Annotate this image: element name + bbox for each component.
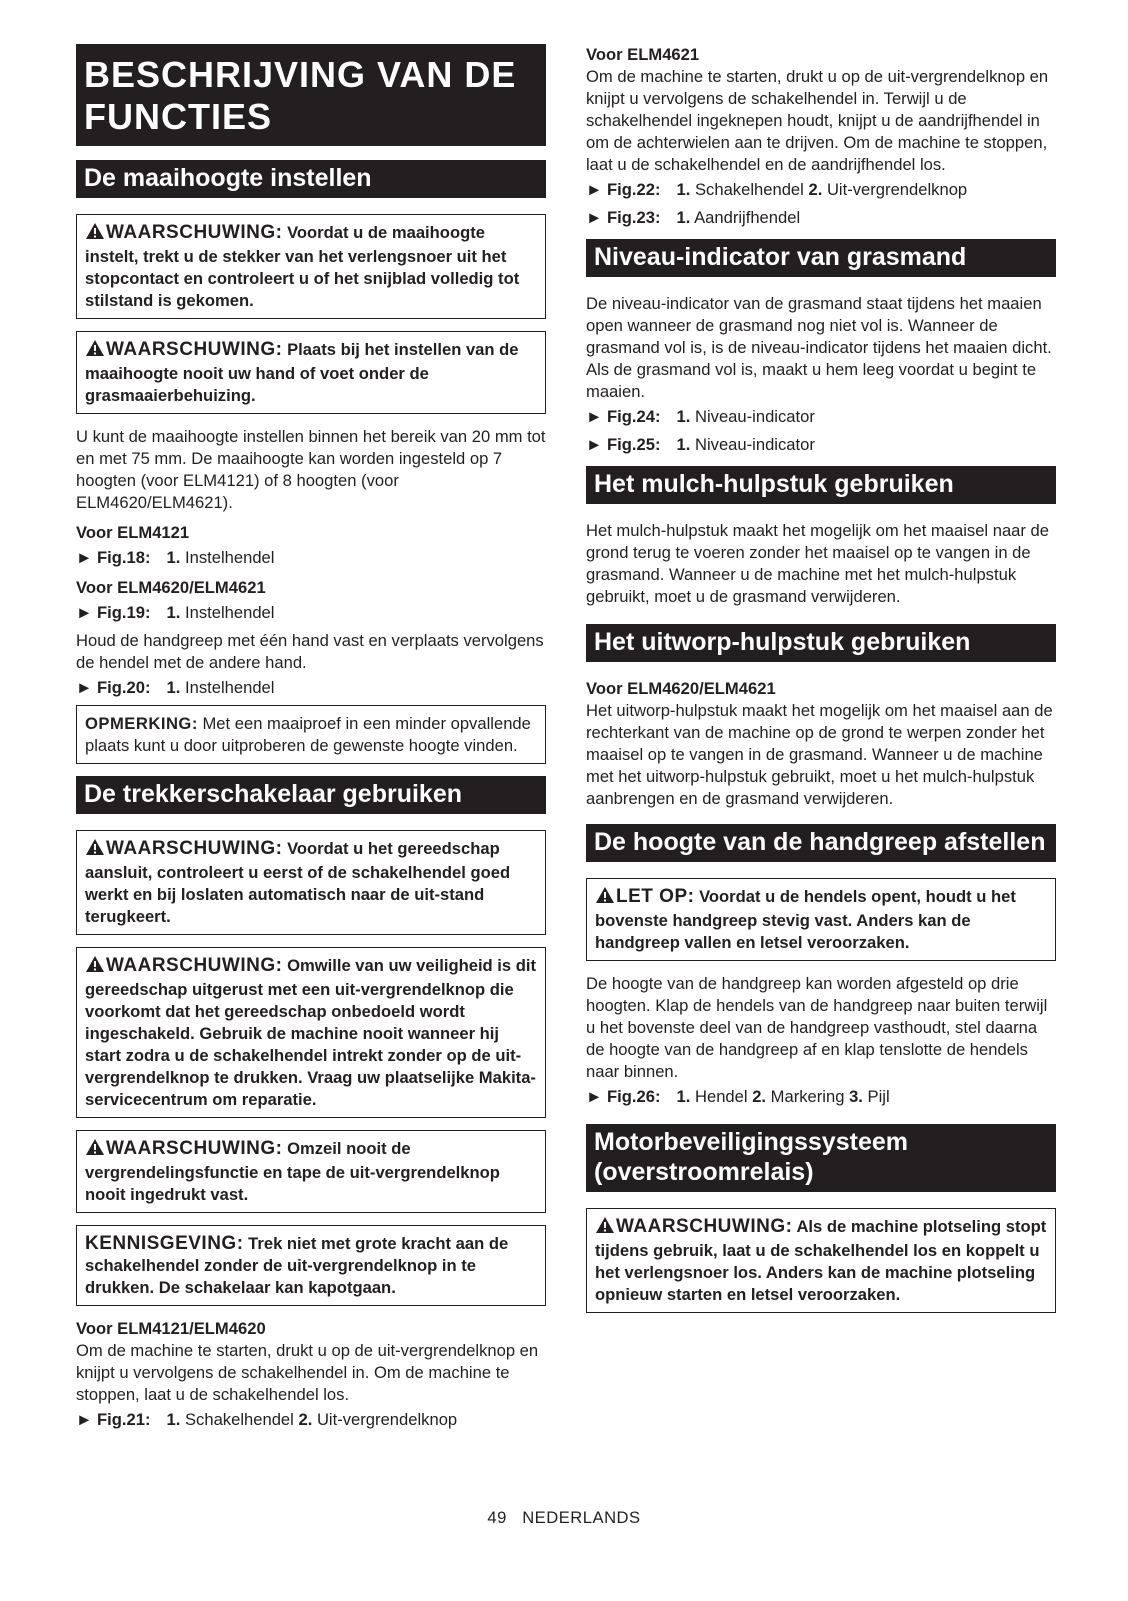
paragraph: De hoogte van de handgreep kan worden afgesteld op drie hoogten. Klap de hendels van de handgreep naar buiten terwijl u het bovenste deel van de handgreep vasthoudt, stel daarna de hoogte van de handgreep af en klap tenslotte de hendels naar binnen. bbox=[586, 974, 1048, 1081]
warning-label: WAARSCHUWING: bbox=[106, 955, 283, 976]
section-title-side-discharge: Het uitworp-hulpstuk gebruiken bbox=[586, 624, 1056, 662]
item-text: Instelhendel bbox=[184, 548, 275, 567]
item-number: 1. bbox=[676, 407, 691, 426]
warning-label: WAARSCHUWING: bbox=[106, 1138, 283, 1159]
figure-reference bbox=[586, 434, 1056, 456]
section-title-mulch: Het mulch-hulpstuk gebruiken bbox=[586, 466, 1056, 504]
figure-reference bbox=[586, 179, 1056, 201]
item-number: 1. bbox=[676, 1087, 691, 1106]
note-text: Met een maaiproef in een minder opvallende plaats kunt u door uitproberen de gewenste hoogte vinden. bbox=[85, 714, 531, 755]
item-text: Uit-vergrendelknop bbox=[826, 180, 968, 199]
warning-triangle-icon bbox=[595, 886, 615, 910]
warning-text: Omwille van uw veiligheid is dit gereedschap uitgerust met een uit-vergrendelknop die voorkomt dat het gereedschap onbedoeld wordt ingeschakeld. Gebruik de machine nooit wanneer hij start zodra u de schakelhendel intrekt zonder op de uit-vergrendelknop te drukken. Vraag uw plaatselijke Makita-servicecentrum om reparatie. bbox=[85, 956, 537, 1109]
figure-label: ► Fig.24: bbox=[586, 407, 661, 426]
section-title-motor-protection: Motorbeveiligingssysteem (overstroomrelais) bbox=[586, 1124, 1056, 1192]
notice-text: Trek niet met grote kracht aan de schakelhendel zonder de uit-vergrendelknop in te drukken. De schakelaar kan kapotgaan. bbox=[85, 1234, 509, 1297]
paragraph: Het mulch-hulpstuk maakt het mogelijk om het maaisel naar de grond terug te voeren zonder het maaisel op te vangen in de grasmand. Wanneer u de machine met het mulch-hulpstuk gebruikt, moet u de grasmand verwijderen. bbox=[586, 521, 1049, 606]
paragraph: De niveau-indicator van de grasmand staat tijdens het maaien open wanneer de grasmand nog niet vol is. Wanneer de grasmand vol is, is de niveau-indicator tijdens het maaien dicht. Als de grasmand vol is, maakt u hem leeg voordat u begint te maaien. bbox=[586, 294, 1052, 401]
item-number: 1. bbox=[166, 603, 181, 622]
item-number: 2. bbox=[298, 1410, 313, 1429]
warning-label: WAARSCHUWING: bbox=[106, 838, 283, 859]
warning-triangle-icon bbox=[85, 838, 105, 862]
warning-triangle-icon bbox=[85, 339, 105, 363]
figure-label: ► Fig.20: bbox=[76, 678, 151, 697]
page-number: 49 bbox=[487, 1508, 507, 1527]
warning-triangle-icon bbox=[85, 955, 105, 979]
model-subheading: Voor ELM4621 bbox=[586, 45, 700, 64]
item-text: Aandrijfhendel bbox=[694, 208, 801, 227]
item-text: Instelhendel bbox=[184, 678, 275, 697]
item-text: Pijl bbox=[867, 1087, 890, 1106]
notice-box bbox=[76, 1225, 546, 1306]
warning-text: Voordat u het gereedschap aansluit, controleert u eerst of de schakelhendel goed werkt en bij loslaten automatisch naar de uit-stand terugkeert. bbox=[85, 839, 511, 926]
warning-box bbox=[76, 214, 546, 319]
figure-reference bbox=[586, 1086, 1056, 1108]
item-text: Hendel bbox=[694, 1087, 748, 1106]
item-text: Markering bbox=[770, 1087, 845, 1106]
warning-box bbox=[76, 830, 546, 935]
figure-label: ► Fig.21: bbox=[76, 1410, 151, 1429]
warning-text: Voordat u de maaihoogte instelt, trekt u de stekker van het verlengsnoer uit het stopcontact en controleert u of het snijblad volledig tot stilstand is gekomen. bbox=[85, 223, 520, 310]
warning-triangle-icon bbox=[595, 1216, 615, 1240]
paragraph: Het uitworp-hulpstuk maakt het mogelijk om het maaisel aan de rechterkant van de machine op de grond te werpen zonder het maaisel op te vangen in de grasmand. Wanneer u de machine met het uitworp-hulpstuk gebruikt, moet u het mulch-hulpstuk aanbrengen en de grasmand verwijderen. bbox=[586, 701, 1053, 808]
warning-label: WAARSCHUWING: bbox=[106, 222, 283, 243]
model-subheading: Voor ELM4620/ELM4621 bbox=[76, 578, 266, 597]
item-number: 1. bbox=[166, 678, 181, 697]
figure-label: ► Fig.19: bbox=[76, 603, 151, 622]
model-subheading: Voor ELM4121 bbox=[76, 523, 190, 542]
warning-box bbox=[586, 1208, 1056, 1313]
item-number: 1. bbox=[676, 435, 691, 454]
paragraph: U kunt de maaihoogte instellen binnen het bereik van 20 mm tot en met 75 mm. De maaihoogte kan worden ingesteld op 7 hoogten (voor ELM4121) of 8 hoogten (voor ELM4620/ELM4621). bbox=[76, 427, 546, 512]
figure-reference bbox=[586, 406, 1056, 428]
warning-box bbox=[76, 947, 546, 1118]
warning-box bbox=[76, 331, 546, 414]
paragraph: Houd de handgreep met één hand vast en verplaats vervolgens de hendel met de andere hand. bbox=[76, 631, 544, 672]
warning-triangle-icon bbox=[85, 222, 105, 246]
item-text: Schakelhendel bbox=[694, 180, 804, 199]
model-subheading: Voor ELM4121/ELM4620 bbox=[76, 1319, 266, 1338]
figure-label: ► Fig.25: bbox=[586, 435, 661, 454]
section-title-level-indicator: Niveau-indicator van grasmand bbox=[586, 239, 1056, 277]
section-title-handle-height: De hoogte van de handgreep afstellen bbox=[586, 824, 1056, 862]
note-label: OPMERKING: bbox=[85, 714, 198, 733]
section-title-mowing-height: De maaihoogte instellen bbox=[76, 160, 546, 198]
warning-text: Als de machine plotseling stopt tijdens gebruik, laat u de schakelhendel los en koppelt u het verlengsnoer los. Anders kan de machine plotseling opnieuw starten en letsel veroorzaken. bbox=[595, 1217, 1047, 1304]
right-column bbox=[586, 44, 1056, 1325]
item-text: Schakelhendel bbox=[184, 1410, 294, 1429]
figure-reference bbox=[76, 1409, 546, 1431]
warning-label: WAARSCHUWING: bbox=[106, 339, 283, 360]
paragraph: Om de machine te starten, drukt u op de uit-vergrendelknop en knijpt u vervolgens de schakelhendel in. Om de machine te stoppen, laat u de schakelhendel los. bbox=[76, 1341, 539, 1404]
paragraph: Om de machine te starten, drukt u op de uit-vergrendelknop en knijpt u vervolgens de schakelhendel in. Terwijl u de schakelhendel ingeknepen houdt, knijpt u de aandrijfhendel in om de achterwielen aan te drijven. Om de machine te stoppen, laat u de schakelhendel en de aandrijfhendel los. bbox=[586, 67, 1049, 174]
item-text: Niveau-indicator bbox=[694, 435, 815, 454]
figure-label: ► Fig.23: bbox=[586, 208, 661, 227]
left-column bbox=[76, 44, 546, 1437]
caution-box bbox=[586, 878, 1056, 961]
caution-text: Voordat u de hendels opent, houdt u het bovenste handgreep stevig vast. Anders kan de handgreep vallen en letsel veroorzaken. bbox=[595, 887, 1016, 952]
item-number: 1. bbox=[166, 1410, 181, 1429]
item-number: 1. bbox=[166, 548, 181, 567]
warning-box bbox=[76, 1130, 546, 1213]
item-text: Uit-vergrendelknop bbox=[316, 1410, 458, 1429]
figure-reference bbox=[586, 207, 1056, 229]
figure-label: ► Fig.26: bbox=[586, 1087, 661, 1106]
item-text: Niveau-indicator bbox=[694, 407, 815, 426]
item-number: 3. bbox=[849, 1087, 863, 1106]
item-number: 1. bbox=[676, 180, 691, 199]
section-title-trigger-switch: De trekkerschakelaar gebruiken bbox=[76, 776, 546, 814]
figure-label: ► Fig.22: bbox=[586, 180, 661, 199]
item-number: 1. bbox=[676, 208, 691, 227]
warning-label: WAARSCHUWING: bbox=[616, 1216, 793, 1237]
note-box bbox=[76, 705, 546, 764]
model-subheading: Voor ELM4620/ELM4621 bbox=[586, 679, 776, 698]
figure-reference bbox=[76, 677, 546, 699]
caution-label: LET OP: bbox=[616, 886, 695, 907]
item-number: 2. bbox=[752, 1087, 767, 1106]
warning-text: Omzeil nooit de vergrendelingsfunctie en tape de uit-vergrendelknop nooit ingedrukt vast. bbox=[85, 1139, 500, 1204]
notice-label: KENNISGEVING: bbox=[85, 1233, 244, 1254]
main-title: BESCHRIJVING VAN DE FUNCTIES bbox=[76, 44, 546, 146]
figure-reference bbox=[76, 547, 546, 569]
item-number: 2. bbox=[808, 180, 823, 199]
item-text: Instelhendel bbox=[184, 603, 275, 622]
figure-label: ► Fig.18: bbox=[76, 548, 151, 567]
warning-triangle-icon bbox=[85, 1138, 105, 1162]
page-footer bbox=[0, 1508, 1128, 1528]
figure-reference bbox=[76, 602, 546, 624]
warning-text: Plaats bij het instellen van de maaihoogte nooit uw hand of voet onder de grasmaaierbehuizing. bbox=[85, 340, 519, 405]
footer-language: NEDERLANDS bbox=[522, 1508, 641, 1527]
